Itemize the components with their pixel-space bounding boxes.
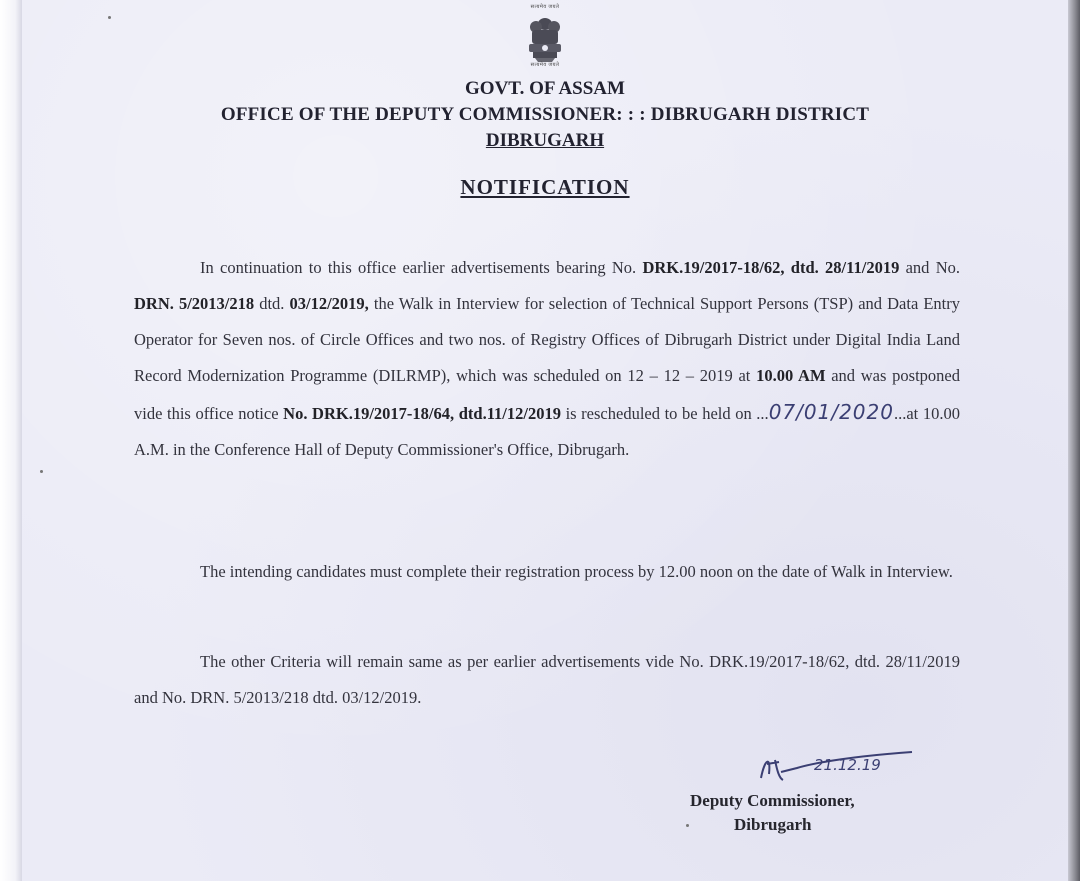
para1-text-6: is rescheduled to be held on ... — [560, 404, 769, 423]
para1-time: 10.00 AM — [756, 366, 826, 385]
signatory-place: Dibrugarh — [734, 815, 812, 834]
paragraph-reschedule — [134, 250, 960, 468]
para1-text-4: the Walk in Interview for selection of Technical Support Persons (TSP) and Data Entry Operator for Seven nos. of Circle Offices and two nos. of Registry Offices of Dibrugarh District under Digital India Land Record Modernization Programme (DILRMP), which was scheduled on 12 – 12 – 2019 at — [134, 294, 960, 385]
paragraph-criteria: The other Criteria will remain same as per earlier advertisements vide No. DRK.19/2017-18/62, dtd. 28/11/2019 and No. DRN. 5/2013/218 dtd. 03/12/2019. — [134, 652, 960, 707]
para1-text-3: dtd. — [254, 294, 290, 313]
para1-ref-1: DRK.19/2017-18/62, dtd. 28/11/2019 — [642, 258, 900, 277]
paragraph-registration: The intending candidates must complete their registration process by 12.00 noon on the date of Walk in Interview. — [200, 562, 953, 581]
scan-speck — [40, 470, 43, 473]
signatory-designation: Deputy Commissioner, — [690, 791, 855, 810]
government-title: GOVT. OF ASSAM — [465, 78, 625, 99]
para1-text-1: In continuation to this office earlier advertisements bearing No. — [200, 258, 643, 277]
scan-speck — [108, 16, 111, 19]
emblem-top-text: सत्यमेव जयते — [530, 5, 560, 10]
scan-left-margin — [0, 0, 22, 881]
scan-speck — [686, 824, 689, 827]
signature-date: 21.12.19 — [814, 756, 881, 774]
para1-ref-2: DRN. 5/2013/218 — [134, 294, 255, 313]
para1-text-2: and No. — [899, 258, 961, 277]
notification-document — [22, 0, 1068, 881]
emblem-motto-text: सत्यमेव जयते — [530, 63, 560, 68]
lion-capital-icon — [515, 10, 575, 68]
para1-text-5: and was postponed vide this office notice — [134, 366, 960, 423]
handwritten-interview-date: 07/01/2020 — [768, 400, 894, 424]
notification-heading: NOTIFICATION — [460, 175, 630, 199]
national-emblem-icon — [515, 4, 575, 70]
place-title: DIBRUGARH — [485, 130, 605, 151]
para1-ref-2-date: 03/12/2019, — [289, 294, 369, 313]
para1-text-7: ...at 10.00 A.M. in the Conference Hall of Deputy Commissioner's Office, Dibrugarh. — [134, 404, 960, 459]
para1-ref-3: No. DRK.19/2017-18/64, dtd.11/12/2019 — [283, 404, 561, 423]
office-title: OFFICE OF THE DEPUTY COMMISSIONER: : : DIBRUGARH DISTRICT — [220, 104, 870, 125]
scan-right-edge — [1068, 0, 1080, 881]
